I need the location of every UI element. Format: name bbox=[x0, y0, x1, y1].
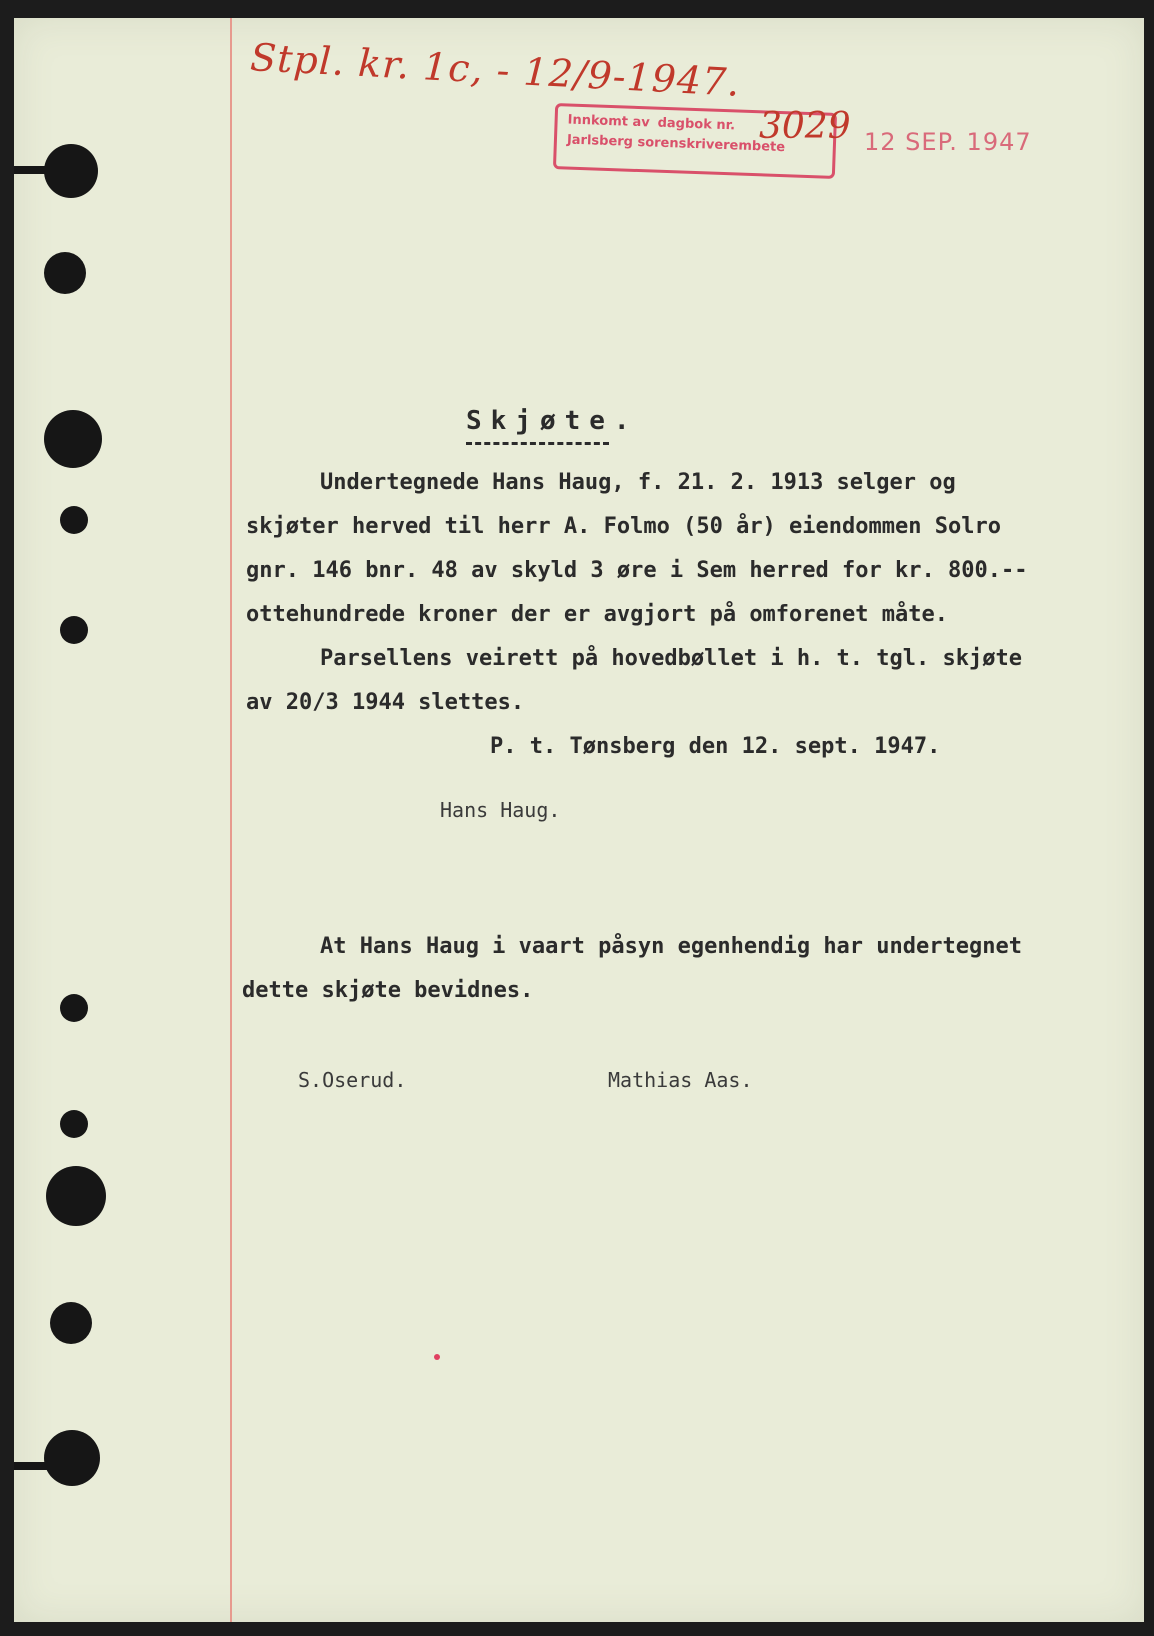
binder-hole-icon bbox=[60, 1110, 88, 1138]
stamp-line-1: Innkomt av bbox=[567, 112, 650, 131]
binder-hole-icon bbox=[60, 994, 88, 1022]
body-line: av 20/3 1944 slettes. bbox=[246, 690, 525, 715]
binder-hole-icon bbox=[44, 410, 102, 468]
attestation-line: At Hans Haug i vaart påsyn egenhendig har undertegnet bbox=[320, 934, 1022, 959]
binder-hole-icon bbox=[60, 616, 88, 644]
body-line: Parsellens veirett på hovedbøllet i h. t. tgl. skjøte bbox=[320, 646, 1022, 671]
document-title: Skjøte. bbox=[466, 406, 639, 436]
margin-line bbox=[230, 18, 232, 1622]
body-line: ottehundrede kroner der er avgjort på omforenet måte. bbox=[246, 602, 948, 627]
binder-hole-icon bbox=[50, 1302, 92, 1344]
body-line: Undertegnede Hans Haug, f. 21. 2. 1913 selger og bbox=[320, 470, 956, 495]
body-line: gnr. 146 bnr. 48 av skyld 3 øre i Sem herred for kr. 800.-- bbox=[246, 558, 1028, 583]
stamp-number: 3029 bbox=[759, 106, 851, 147]
margin-note: Stpl. kr. 1c, - 12/9-1947. bbox=[249, 35, 742, 105]
stamp-line-3: Jarlsberg sorenskriverembete bbox=[566, 132, 786, 156]
attestation-line: dette skjøte bevidnes. bbox=[242, 978, 534, 1003]
place-date-line: P. t. Tønsberg den 12. sept. 1947. bbox=[490, 734, 941, 759]
document-page bbox=[14, 18, 1144, 1622]
binder-hole-icon bbox=[44, 1430, 100, 1486]
binder-hole-icon bbox=[44, 252, 86, 294]
seller-signature: Hans Haug. bbox=[440, 798, 561, 822]
binder-hole-icon bbox=[14, 166, 54, 174]
stamp-line-2: dagbok nr. bbox=[657, 115, 736, 134]
binder-hole-icon bbox=[46, 1166, 106, 1226]
witness-signature: S.Oserud. bbox=[298, 1068, 407, 1092]
body-line: skjøter herved til herr A. Folmo (50 år) eiendommen Solro bbox=[246, 514, 1001, 539]
binder-hole-icon bbox=[60, 506, 88, 534]
binder-hole-icon bbox=[14, 1462, 48, 1470]
witness-signature: Mathias Aas. bbox=[608, 1068, 753, 1092]
stamp-date: 12 SEP. 1947 bbox=[864, 128, 1032, 156]
title-underline bbox=[466, 442, 609, 445]
red-ink-dot bbox=[434, 1354, 440, 1360]
